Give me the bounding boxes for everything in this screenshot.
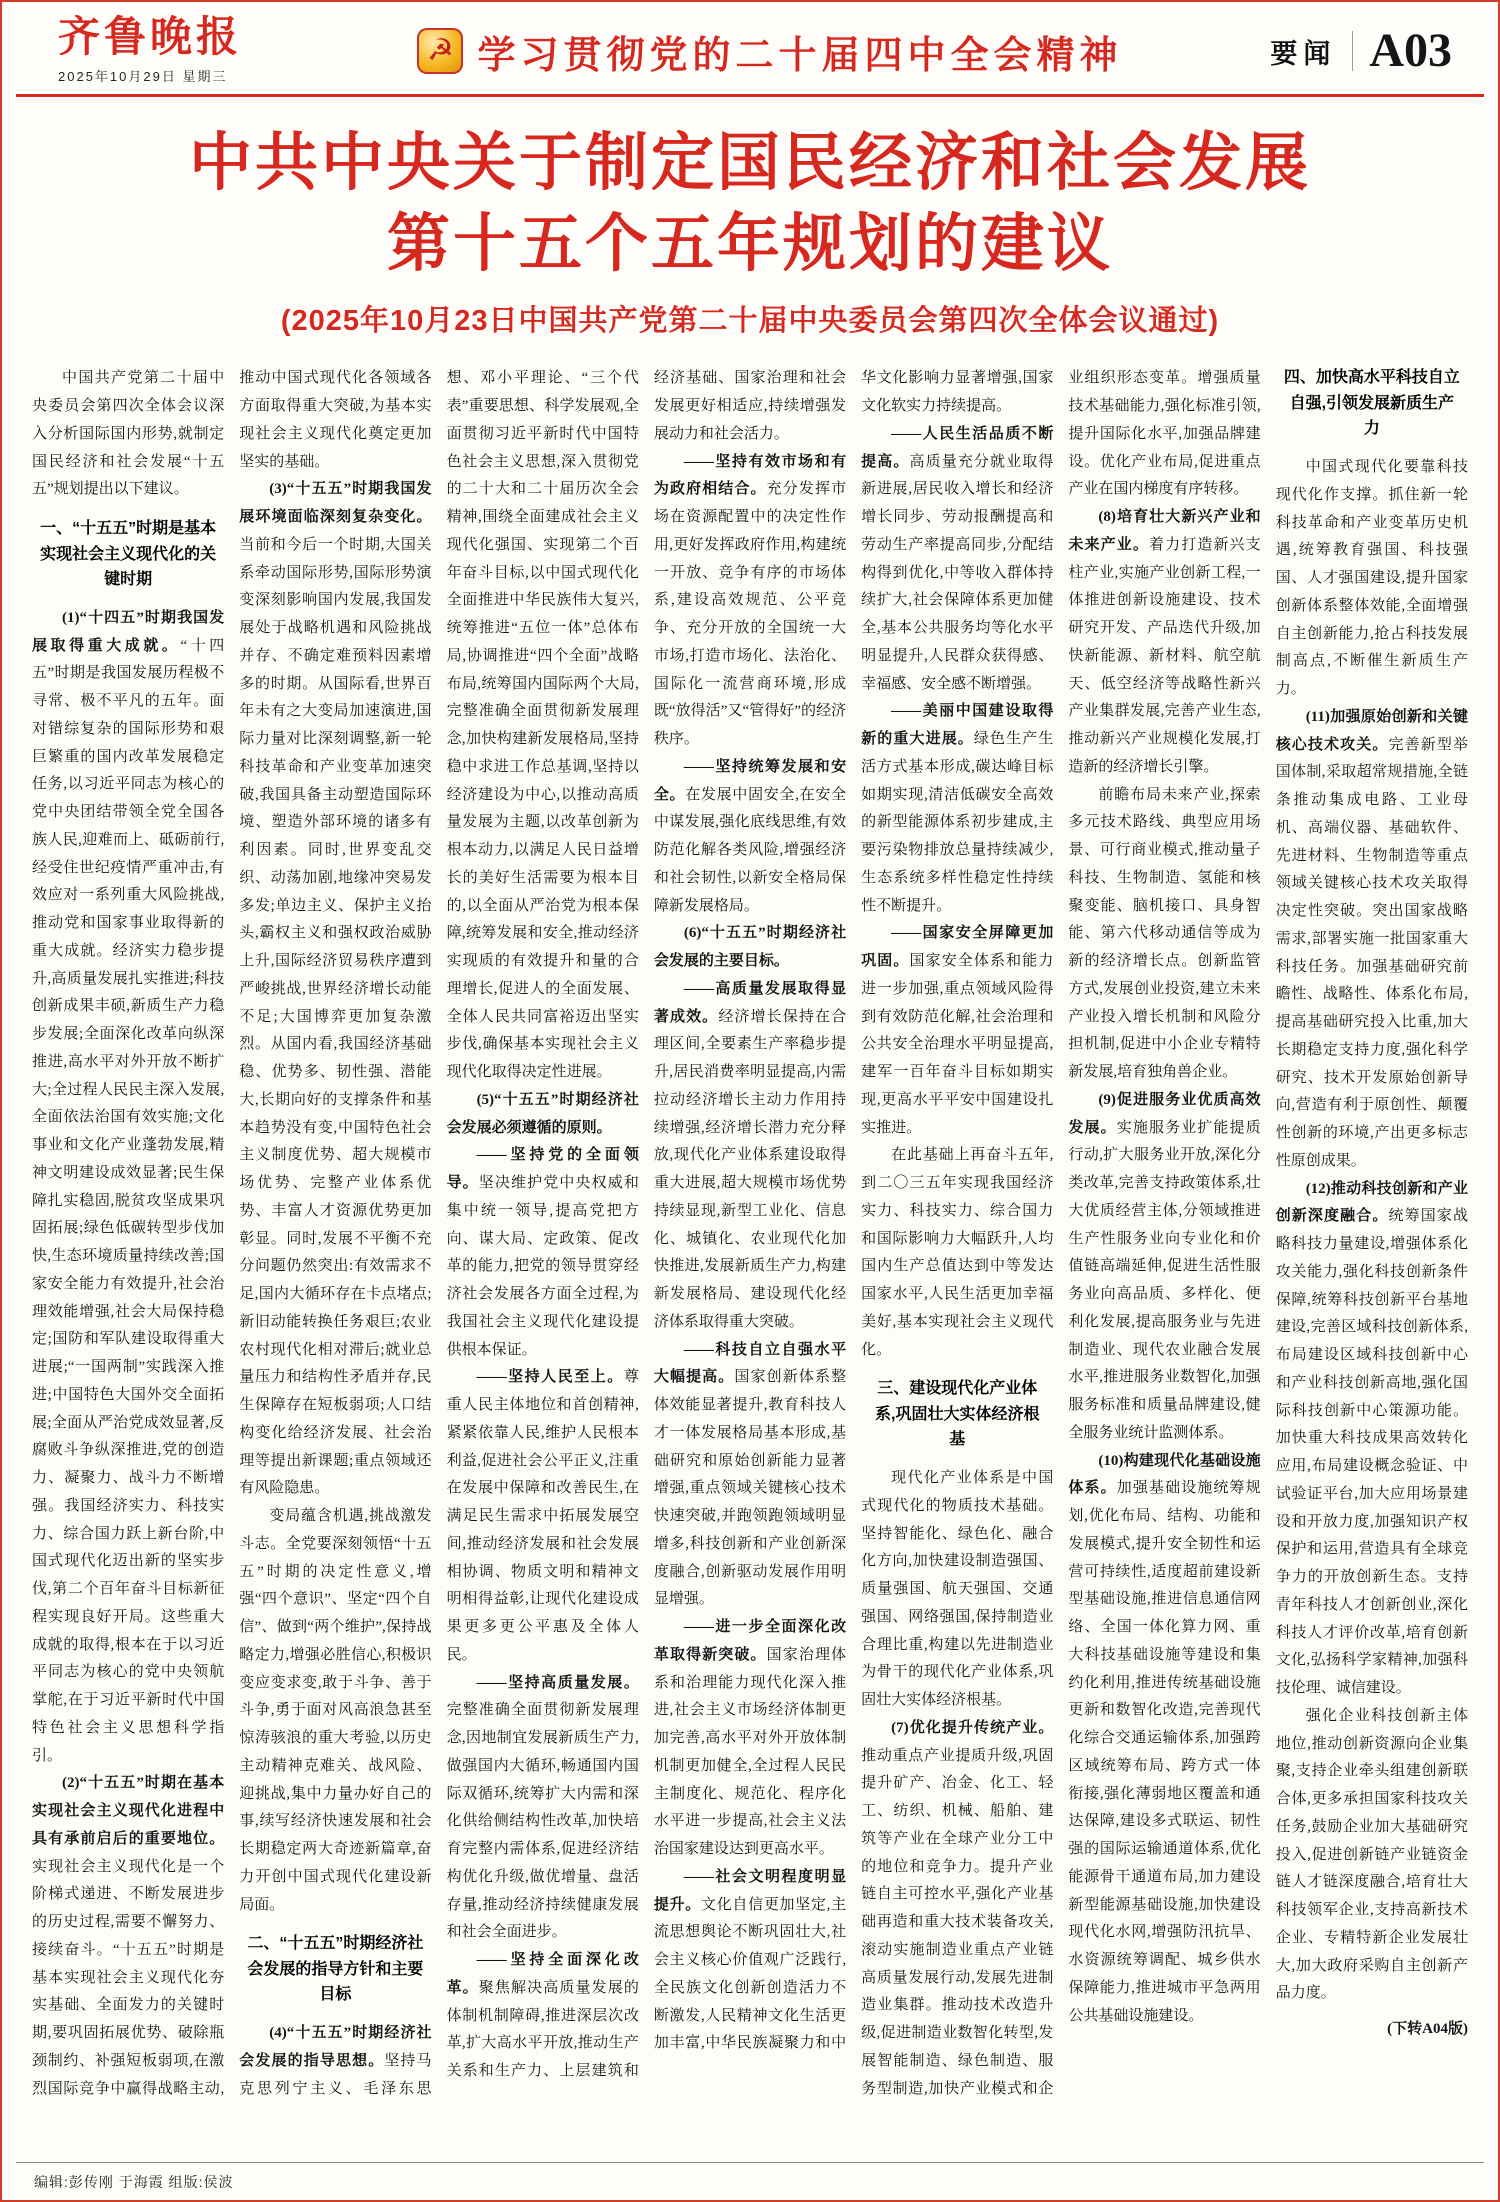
- article-paragraph: 前瞻布局未来产业,探索多元技术路线、典型应用场景、可行商业模式,推动量子科技、生物制造、氢能和核聚变能、脑机接口、具身智能、第六代移动通信等成为新的经济增长点。创新监管方式,发展创业投资,建立未来产业投入增长机制和风险分担机制,促进中小企业专精特新发展,培育独角兽企业。: [1068, 786, 1261, 1080]
- paragraph-lead: (11)加强原始创新和关键核心技术攻关。: [1275, 708, 1468, 753]
- article-paragraph: ——美丽中国建设取得新的重大进展。绿色生产生活方式基本形成,碳达峰目标如期实现,清洁低碳安全高效的新型能源体系初步建成,主要污染物排放总量持续减少,生态系统多样性稳定性持续性不断提升。: [861, 703, 1054, 914]
- paragraph-lead: (6)“十五五”时期经济社会发展的主要目标。: [653, 925, 847, 969]
- paragraph-lead: (8)培育壮大新兴产业和未来产业。: [1068, 509, 1261, 553]
- section-heading: 四、加快高水平科技自立自强,引领发展新质生产力: [1283, 369, 1460, 438]
- turn-to-page-note: (下转A04版): [1387, 2021, 1468, 2038]
- editor-credits: 编辑:彭传刚 于海霞 组版:侯波: [34, 2174, 234, 2190]
- paragraph-lead: ——科技自立自强水平大幅提高。: [653, 1341, 847, 1386]
- article-paragraph: ——坚持党的全面领导。坚决维护党中央权威和集中统一领导,提高党把方向、谋大局、定政策、促改革的能力,把党的领导贯穿经济社会发展各方面全过程,为我国社会主义现代化建设提供根本保证。: [446, 1147, 639, 1358]
- page-number: A03: [1369, 24, 1452, 77]
- article-paragraph: (4)“十五五”时期经济社会发展的指导思想。坚持马克思列宁主义、毛泽东思想、邓小平理论、“三个代表”重要思想、科学发展观,全面贯彻习近平新时代中国特色社会主义思想,深入贯彻党的二十大和二十届历次全会精神,围绕全面建成社会主义现代化强国、实现第二个百年奋斗目标,以中国式现代化全面推进中华民族伟大复兴,统筹推进“五位一体”总体布局,协调推进“四个全面”战略布局,统筹国内国际两个大局,完整准确全面贯彻新发展理念,加快构建新发展格局,坚持稳中求进工作总基调,坚持以经济建设为中心,以推动高质量发展为主题,以改革创新为根本动力,以满足人民日益增长的美好生活需要为根本目的,以全面从严治党为根本保障,统筹发展和安全,推动经济实现质的有效提升和量的合理增长,促进人的全面发展、全体人民共同富裕迈出坚实步伐,确保基本实现社会主义现代化取得决定性进展。: [239, 370, 639, 2097]
- article-paragraph: ——高质量发展取得显著成效。经济增长保持在合理区间,全要素生产率稳步提升,居民消费率明显提高,内需拉动经济增长主动力作用持续增强,经济增长潜力充分释放,现代化产业体系建设取得重大进展,超大规模市场优势持续显现,新型工业化、信息化、城镇化、农业现代化加快推进,发展新质生产力,构建新发展格局、建设现代化经济体系取得重大突破。: [653, 980, 847, 1330]
- article-paragraph: ——坚持有效市场和有为政府相结合。充分发挥市场在资源配置中的决定性作用,更好发挥政府作用,构建统一开放、竞争有序的市场体系,建设高效规范、公平竞争、充分开放的全国统一大市场,打造市场化、法治化、国际化一流营商环境,形成既“放得活”又“管得好”的经济秩序。: [653, 453, 847, 747]
- article-paragraph: (2)“十五五”时期在基本实现社会主义现代化进程中具有承前启后的重要地位。实现社会主义现代化是一个阶梯式递进、不断发展进步的历史过程,需要不懈努力、接续奋斗。“十五五”时期是基本实现社会主义现代化夯实基础、全面发力的关键时期,要巩固拓展优势、破除瓶颈制约、补强短板弱项,在激烈国际竞争中赢得战略主动,推动中国式现代化各领域各方面取得重大突破,为基本实现社会主义现代化奠定更加坚实的基础。: [32, 370, 432, 2097]
- paragraph-lead: ——社会文明程度明显提升。: [653, 1868, 847, 1913]
- section-heading: 一、“十五五”时期是基本实现社会主义现代化的关键时期: [40, 520, 217, 589]
- masthead-block: [58, 17, 278, 85]
- article-paragraph: 中国式现代化要靠科技现代化作支撑。抓住新一轮科技革命和产业变革历史机遇,统筹教育强国、科技强国、人才强国建设,提升国家创新体系整体效能,全面增强自主创新能力,抢占科技发展制高点,不断催生新质生产力。: [1275, 459, 1468, 698]
- article-subtitle: (2025年10月23日中国共产党第二十届中央委员会第四次全体会议通过): [280, 305, 1220, 338]
- paragraph-lead: ——坚持党的全面领导。: [446, 1147, 639, 1191]
- page-header: [2, 2, 1498, 94]
- section-heading: 二、“十五五”时期经济社会发展的指导方针和主要目标: [247, 1935, 424, 2004]
- paragraph-lead: ——坚持统筹发展和安全。: [653, 758, 847, 803]
- article-paragraph: 变局蕴含机遇,挑战激发斗志。全党要深刻领悟“十五五”时期的决定性意义,增强“四个意识”、坚定“四个自信”、做到“两个维护”,保持战略定力,增强必胜信心,积极识变应变求变,敢于斗争、善于斗争,勇于面对风高浪急甚至惊涛骇浪的重大考验,以历史主动精神克难关、战风险、迎挑战,集中力量办好自己的事,续写经济快速发展和社会长期稳定两大奇迹新篇章,奋力开创中国式现代化建设新局面。: [239, 1508, 432, 1913]
- article-paragraph: ——国家安全屏障更加巩固。国家安全体系和能力进一步加强,重点领域风险得到有效防范化解,社会治理和公共安全治理水平明显提高,建军一百年奋斗目标如期实现,更高水平平安中国建设扎实推进。: [861, 925, 1054, 1136]
- article-paragraph: [654, 920, 846, 976]
- article-paragraph: (11)加强原始创新和关键核心技术攻关。完善新型举国体制,采取超常规措施,全链条推动集成电路、工业母机、高端仪器、基础软件、先进材料、生物制造等重点领域关键核心技术攻关取得决定性突破。突出国家战略需求,部署实施一批国家重大科技任务。加强基础研究前瞻性、战略性、体系化布局,提高基础研究投入比重,加大长期稳定支持力度,强化科学研究、技术开发原始创新导向,营造有利于原创性、颠覆性创新的环境,产出更多标志性原创成果。: [1275, 708, 1468, 1169]
- paragraph-lead: ——美丽中国建设取得新的重大进展。: [861, 703, 1054, 747]
- paragraph-lead: (7)优化提升传统产业。: [891, 1719, 1054, 1736]
- paragraph-lead: ——坚持高质量发展。: [476, 1674, 639, 1691]
- article-paragraph: 强化企业科技创新主体地位,推动创新资源向企业集聚,支持企业牵头组建创新联合体,更多承担国家科技攻关任务,鼓励企业加大基础研究投入,促进创新链产业链资金链人才链深度融合,培育壮大科技领军企业,支持高新技术企业、专精特新企业发展壮大,加大政府采购自主创新产品力度。: [1275, 1707, 1468, 2002]
- pageinfo-divider: [1352, 31, 1353, 71]
- paragraph-lead: ——人民生活品质不断提高。: [861, 425, 1054, 470]
- paragraph-lead: (2)“十五五”时期在基本实现社会主义现代化进程中具有承前启后的重要地位。: [32, 1775, 225, 1847]
- article-columns: [32, 365, 1468, 2155]
- article-paragraph: 在此基础上再奋斗五年,到二〇三五年实现我国经济实力、科技实力、综合国力和国际影响力大幅跃升,人均国内生产总值达到中等发达国家水平,人民生活更加幸福美好,基本实现社会主义现代化。: [861, 1147, 1054, 1358]
- paragraph-lead: (3)“十五五”时期我国发展环境面临深刻复杂变化。: [239, 481, 432, 525]
- article-paragraph: ——科技自立自强水平大幅提高。国家创新体系整体效能显著提升,教育科技人才一体发展格局基本形成,基础研究和原始创新能力显著增强,重点领域关键核心技术快速突破,并跑领跑领域明显增多,科技创新和产业创新深度融合,创新驱动发展作用明显增强。: [653, 1341, 847, 1608]
- article-paragraph: ——坚持全面深化改革。聚焦解决高质量发展的体制机制障碍,推进深层次改革,扩大高水平开放,推动生产关系和生产力、上层建筑和经济基础、国家治理和社会发展更好相适应,持续增强发展动力和社会活力。: [446, 370, 847, 2079]
- page-info: [1262, 24, 1452, 77]
- article-paragraph: (12)推动科技创新和产业创新深度融合。统筹国家战略科技力量建设,增强体系化攻关能力,强化科技创新条件保障,统筹科技创新平台基地建设,完善区域科技创新体系,布局建设区域科技创新中心和产业科技创新高地,强化国际科技创新中心策源功能。加快重大科技成果高效转化应用,布局建设概念验证、中试验证平台,加大应用场景建设和开放力度,加强知识产权保护和运用,营造具有全球竞争力的开放创新生态。支持青年科技人才创新创业,深化科技人才评价改革,培育创新文化,弘扬科学家精神,加强科技伦理、诚信建设。: [1275, 1180, 1468, 1697]
- paragraph-lead: ——高质量发展取得显著成效。: [653, 980, 847, 1025]
- paragraph-lead: (1)“十四五”时期我国发展取得重大成就。: [32, 609, 225, 654]
- party-emblem-icon: ☭: [417, 28, 463, 74]
- paragraph-lead: ——坚持全面深化改革。: [446, 1952, 639, 1996]
- article-paragraph: ——进一步全面深化改革取得新突破。国家治理体系和治理能力现代化深入推进,社会主义市场经济体制更加完善,高水平对外开放体制机制更加健全,全过程人民民主制度化、规范化、程序化水平进一步提高,社会主义法治国家建设达到更高水平。: [653, 1619, 847, 1857]
- paragraph-lead: (9)促进服务业优质高效发展。: [1068, 1091, 1261, 1136]
- article-title-line2: 第十五个五年规划的建议: [387, 208, 1113, 279]
- article-paragraph: (9)促进服务业优质高效发展。实施服务业扩能提质行动,扩大服务业开放,深化分类改革,完善支持政策体系,壮大优质经营主体,分领域推进生产性服务业向专业化和价值链高端延伸,促进生活性服务业向高品质、多样化、便利化发展,提高服务业与先进制造业、现代农业融合发展水平,推进服务业数智化,加强服务标准和质量品牌建设,健全服务业统计监测体系。: [1068, 1091, 1261, 1441]
- section-heading: 三、建设现代化产业体系,巩固壮大实体经济根基: [875, 1380, 1040, 1449]
- paragraph-lead: ——国家安全屏障更加巩固。: [861, 925, 1054, 969]
- newspaper-masthead: 齐鲁晚报: [58, 15, 243, 61]
- article-paragraph: (3)“十五五”时期我国发展环境面临深刻复杂变化。当前和今后一个时期,大国关系牵动国际形势,国际形势演变深刻影响国内发展,我国发展处于战略机遇和风险挑战并存、不确定难预料因素增多的时期。从国际看,世界百年未有之大变局加速演进,国际力量对比深刻调整,新一轮科技革命和产业变革加速突破,我国具备主动塑造国际环境、塑造外部环境的诸多有利因素。同时,世界变乱交织、动荡加剧,地缘冲突易发多发;单边主义、保护主义抬头,霸权主义和强权政治威胁上升,国际经济贸易秩序遭到严峻挑战,世界经济增长动能不足;大国博弈更加复杂激烈。从国内看,我国经济基础稳、优势多、韧性强、潜能大,长期向好的支撑条件和基本趋势没有变,中国特色社会主义制度优势、超大规模市场优势、完整产业体系优势、丰富人才资源优势更加彰显。同时,发展不平衡不充分问题仍然突出:有效需求不足,国内大循环存在卡点堵点;新旧动能转换任务艰巨;农业农村现代化相对滞后;就业总量压力和结构性矛盾并存,民生保障存在短板弱项;人口结构变化给经济发展、社会治理等提出新课题;重点领域还有风险隐患。: [239, 481, 432, 1497]
- paragraph-lead: ——坚持有效市场和有为政府相结合。: [653, 453, 847, 498]
- paragraph-lead: ——进一步全面深化改革取得新突破。: [653, 1619, 847, 1663]
- article-paragraph: ——坚持人民至上。尊重人民主体地位和首创精神,紧紧依靠人民,维护人民根本利益,促进社会公平正义,注重在发展中保障和改善民生,在满足民生需求中拓展发展空间,推动经济发展和社会发展相协调、物质文明和精神文明相得益彰,让现代化建设成果更多更公平惠及全体人民。: [446, 1369, 639, 1663]
- article-paragraph: [447, 1087, 639, 1143]
- banner-title: 学习贯彻党的二十届四中全会精神: [477, 34, 1123, 77]
- article-paragraph: (10)构建现代化基础设施体系。加强基础设施统筹规划,优化布局、结构、功能和发展模式,提升安全韧性和运营可持续性,适度超前建设新型基础设施,推进信息通信网络、全国一体化算力网、重大科技基础设施等建设和集约化利用,推进传统基础设施更新和数智化改造,完善现代化综合交通运输体系,加强跨区域统筹布局、跨方式一体衔接,强化薄弱地区覆盖和通达保障,建设多式联运、韧性强的国际运输通道体系,优化能源骨干通道布局,加力建设新型能源基础设施,加快建设现代化水网,增强防汛抗旱、水资源统筹调配、城乡供水保障能力,推进城市平急两用公共基础设施建设。: [1068, 1452, 1261, 2024]
- article-title-line1: 中共中央关于制定国民经济和社会发展: [189, 128, 1311, 198]
- paragraph-lead: (12)推动科技创新和产业创新深度融合。: [1275, 1180, 1468, 1225]
- date-line: 2025年10月29日 星期三: [58, 69, 228, 84]
- theme-banner: [278, 24, 1262, 79]
- article-title-block: [2, 97, 1498, 345]
- paragraph-lead: (5)“十五五”时期经济社会发展必须遵循的原则。: [446, 1091, 639, 1136]
- page-footer: [16, 2162, 1484, 2192]
- article-paragraph: (8)培育壮大新兴产业和未来产业。着力打造新兴支柱产业,实施产业创新工程,一体推进创新设施建设、技术研究开发、产品迭代升级,加快新能源、新材料、航空航天、低空经济等战略性新兴产业集群发展,完善产业生态,推动新兴产业规模化发展,打造新的经济增长引擎。: [1068, 509, 1261, 775]
- paragraph-lead: (4)“十五五”时期经济社会发展的指导思想。: [239, 2025, 432, 2069]
- article-paragraph: 现代化产业体系是中国式现代化的物质技术基础。坚持智能化、绿色化、融合化方向,加快建设制造强国、质量强国、航天强国、交通强国、网络强国,保持制造业合理比重,构建以先进制造业为骨干的现代化产业体系,巩固壮大实体经济根基。: [861, 1470, 1054, 1709]
- article-paragraph: ——人民生活品质不断提高。高质量充分就业取得新进展,居民收入增长和经济增长同步、劳动报酬提高和劳动生产率提高同步,分配结构得到优化,中等收入群体持续扩大,社会保障体系更加健全,基本公共服务均等化水平明显提升,人民群众获得感、幸福感、安全感不断增强。: [861, 425, 1054, 692]
- paragraph-lead: (10)构建现代化基础设施体系。: [1068, 1452, 1261, 1497]
- article-paragraph: ——坚持高质量发展。完整准确全面贯彻新发展理念,因地制宜发展新质生产力,做强国内大循环,畅通国内国际双循环,统筹扩大内需和深化供给侧结构性改革,加快培育完整内需体系,促进经济结构优化升级,做优增量、盘活存量,推动经济持续健康发展和社会全面进步。: [446, 1674, 639, 1941]
- article-paragraph: 中国共产党第二十届中央委员会第四次全体会议深入分析国际国内形势,就制定国民经济和社会发展“十五五”规划提出以下建议。: [32, 370, 225, 498]
- article-paragraph: ——坚持统筹发展和安全。在发展中固安全,在安全中谋发展,强化底线思维,有效防范化解各类风险,增强经济和社会韧性,以新安全格局保障新发展格局。: [653, 758, 847, 914]
- paragraph-lead: ——坚持人民至上。: [476, 1369, 624, 1386]
- section-label: 要闻: [1270, 38, 1337, 69]
- article-paragraph: (7)优化提升传统产业。推动重点产业提质升级,巩固提升矿产、冶金、化工、轻工、纺织、机械、船舶、建筑等产业在全球产业分工中的地位和竞争力。提升产业链自主可控水平,强化产业基础再造和重大技术装备攻关,滚动实施制造业重点产业链高质量发展行动,发展先进制造业集群。推动技术改造升级,促进制造业数智化转型,发展智能制造、绿色制造、服务型制造,加快产业模式和企业组织形态变革。增强质量技术基础能力,强化标准引领,提升国际化水平,加强品牌建设。优化产业布局,促进重点产业在国内梯度有序转移。: [861, 370, 1261, 2097]
- article-paragraph: ——社会文明程度明显提升。文化自信更加坚定,主流思想舆论不断巩固壮大,社会主义核心价值观广泛践行,全民族文化创新创造活力不断激发,人民精神文化生活更加丰富,中华民族凝聚力和中华文化影响力显著增强,国家文化软实力持续提高。: [653, 370, 1054, 2052]
- article-paragraph: (1)“十四五”时期我国发展取得重大成就。“十四五”时期是我国发展历程极不寻常、极不平凡的五年。面对错综复杂的国际形势和艰巨繁重的国内改革发展稳定任务,以习近平同志为核心的党中央团结带领全党全国各族人民,迎难而上、砥砺前行,经受住世纪疫情严重冲击,有效应对一系列重大风险挑战,推动党和国家事业取得新的重大成就。经济实力稳步提升,高质量发展扎实推进;科技创新成果丰硕,新质生产力稳步发展;全面深化改革向纵深推进,高水平对外开放不断扩大;全过程人民民主深入发展,全面依法治国有效实施;文化事业和文化产业蓬勃发展,精神文明建设成效显著;民生保障扎实稳固,脱贫攻坚成果巩固拓展;绿色低碳转型步伐加快,生态环境质量持续改善;国家安全能力有效提升,社会治理效能增强,社会大局保持稳定;国防和军队建设取得重大进展;“一国两制”实践深入推进;中国特色大国外交全面拓展;全面从严治党成效显著,反腐败斗争纵深推进,党的创造力、凝聚力、战斗力不断增强。我国经济实力、科技实力、综合国力跃上新台阶,中国式现代化迈出新的坚实步伐,第二个百年奋斗目标新征程实现良好开局。这些重大成就的取得,根本在于以习近平同志为核心的党中央领航掌舵,在于习近平新时代中国特色社会主义思想科学指引。: [32, 609, 225, 1764]
